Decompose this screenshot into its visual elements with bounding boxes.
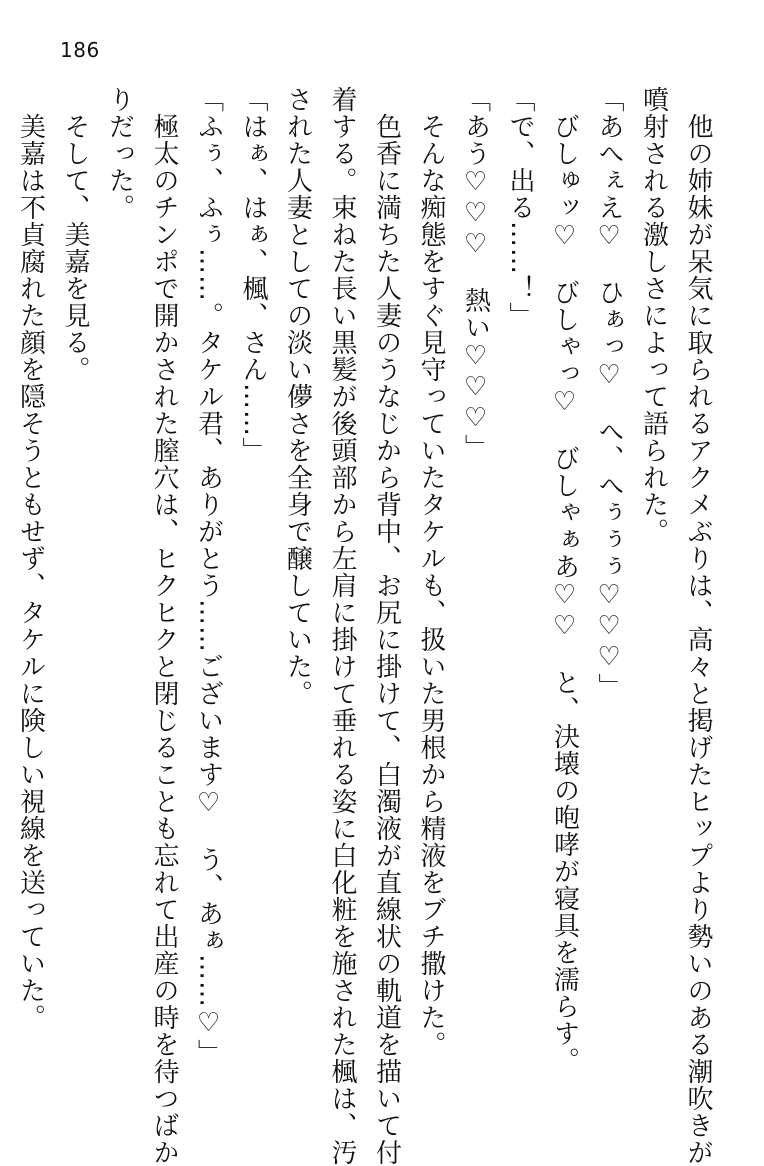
- text-line: そして、美嘉を見る。: [60, 86, 90, 383]
- text-line: 他の姉妹が呆気に取られるアクメぶりは、高々と掲げたヒップより勢いのある潮吹きが: [683, 86, 713, 1166]
- text-line: 「で、出る……！」: [505, 86, 535, 329]
- text-line: された人妻としての淡い儚さを全身で醸していた。: [282, 86, 313, 707]
- text-line: 「はぁ、はぁ、楓、さん……」: [238, 86, 268, 464]
- page-number: 186: [60, 38, 100, 62]
- text-line: 美嘉は不貞腐れた顔を隠そうともせず、タケルに険しい視線を送っていた。: [15, 86, 46, 1031]
- text-line: そんな痴態をすぐ見守っていたタケルも、扱いた男根から精液をブチ撒けた。: [416, 86, 446, 1058]
- text-line: びしゅッ♡ びしゃっ♡ びしゃぁあ♡♡ と、決壊の咆哮が寝具を濡らす。: [549, 86, 580, 1074]
- text-line: 着する。束ねた長い黒髪が後頭部から左肩に掛けて垂れる姿に白化粧を施された楓は、汚: [327, 86, 357, 1166]
- text-line: 「あへぇえ♡ ひぁっ♡ へ、へぅぅぅ♡♡♡」: [594, 86, 624, 700]
- text-line: 極太のチンポで開かされた膣穴は、ヒクヒクと閉じることも忘れて出産の時を待つばか: [149, 86, 179, 1166]
- text-line: 色香に満ちた人妻のうなじから背中、お尻に掛けて、白濁液が直線状の軌道を描いて付: [371, 86, 402, 1166]
- text-line: 「あう♡♡♡ 熱い♡♡♡」: [460, 86, 491, 461]
- vertical-text-body: [15, 86, 720, 1166]
- text-line: りだった。: [104, 86, 135, 221]
- text-line: 噴射される激しさによって語られた。: [638, 86, 669, 545]
- text-line: 「ふぅ、ふぅ……。タケル君、ありがとう……ございます♡ う、あぁ……♡」: [193, 86, 224, 1066]
